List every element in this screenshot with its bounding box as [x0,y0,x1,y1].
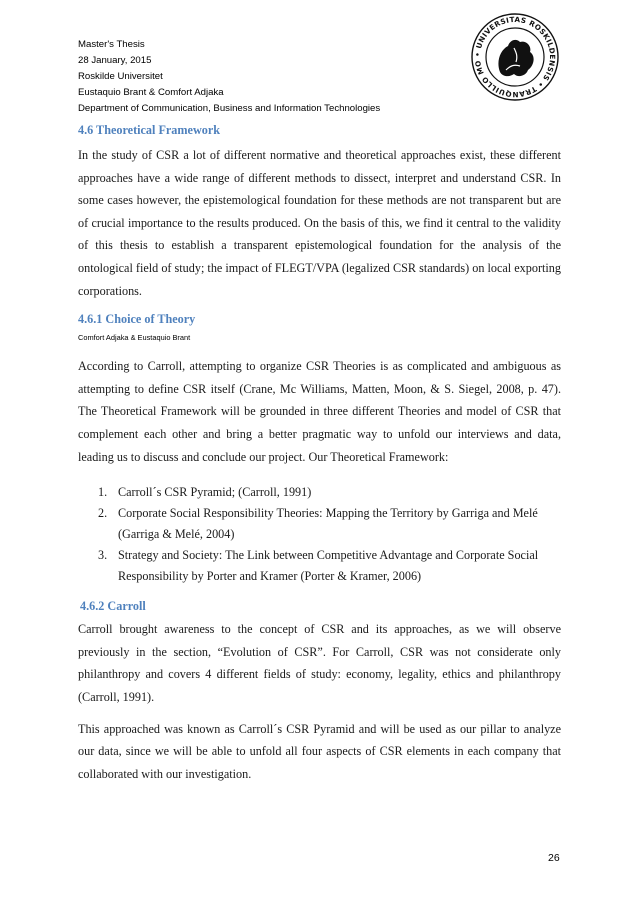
header-line-department: Department of Communication, Business and Information Technologies [78,103,381,114]
section-4-6-2-heading: 4.6.2 Carroll [80,599,146,614]
section-4-6-1-heading: 4.6.1 Choice of Theory [78,312,196,327]
page-header [78,37,458,117]
section-4-6-2-paragraph-2: This approached was known as Carroll´s CSR Pyramid and will be used as our pillar to analyze our data, since we will be able to unfold all four aspects of CSR elements in each company that collaborated with our investigation. [78,721,561,781]
main-content [78,121,561,785]
section-4-6-1-byline: Comfort Adjaka & Eustaquio Brant [78,333,191,343]
list-item-text: Corporate Social Responsibility Theories: Mapping the Territory by Garriga and Melé (Garriga & Melé, 2004) [118,506,538,542]
seal-icon [470,12,560,102]
page-number: 26 [548,852,560,864]
university-seal-logo [470,12,560,102]
list-item-number: 3. [98,548,108,563]
list-item-text: Strategy and Society: The Link between Competitive Advantage and Corporate Social Responsibility by Porter and Kramer (Porter & Kramer, 2006) [118,548,539,584]
theoretical-framework-list [78,482,561,587]
list-item-number: 1. [98,485,108,500]
section-4-6-1-paragraph: According to Carroll, attempting to organize CSR Theories is as complicated and ambiguous as attempting to define CSR itself (Crane, Mc Williams, Matten, Moon, & S. Siegel, 2008, p. 47). The Theoretical Framework will be grounded in three different Theories and model of CSR that complement each other and bring a better pragmatic way to unfold our interviews and data, leading us to discuss and conclude our project. Our Theoretical Framework: [78,359,561,464]
svg-text:• UNIVERSITAS ROSKILDENSIS • T: • UNIVERSITAS ROSKILDENSIS • TRANQUILLO MO [472,14,558,100]
header-line-authors: Eustaquio Brant & Comfort Adjaka [78,87,224,98]
header-line-thesis: Master's Thesis [78,39,145,50]
header-line-date: 28 January, 2015 [78,55,152,66]
section-4-6-paragraph: In the study of CSR a lot of different normative and theoretical approaches exist, these different approaches have a wide range of different methods to dissect, interpret and understand CSR. In some cases however, the epistemological foundation for these methods are not transparent but are of crucial importance to the results produced. On the basis of this, we find it central to the validity of this thesis to establish a transparent epistemological foundation for the analysis of the ontological field of study; the impact of FLEGT/VPA (legalized CSR standards) on local exporting corporations. [78,148,561,298]
list-item-text: Carroll´s CSR Pyramid; (Carroll, 1991) [118,485,312,500]
header-line-university: Roskilde Universitet [78,71,163,82]
section-4-6-2-paragraph-1: Carroll brought awareness to the concept of CSR and its approaches, as we will observe previously in the section, “Evolution of CSR”. For Carroll, CSR was not considerate only philanthropy and covers 4 different fields of study: economy, legality, ethics and philanthropy (Carroll, 1991). [78,622,561,704]
list-item [78,545,561,587]
section-4-6-heading: 4.6 Theoretical Framework [78,123,221,137]
list-item-number: 2. [98,506,108,521]
list-item [78,503,561,545]
list-item [78,482,561,503]
